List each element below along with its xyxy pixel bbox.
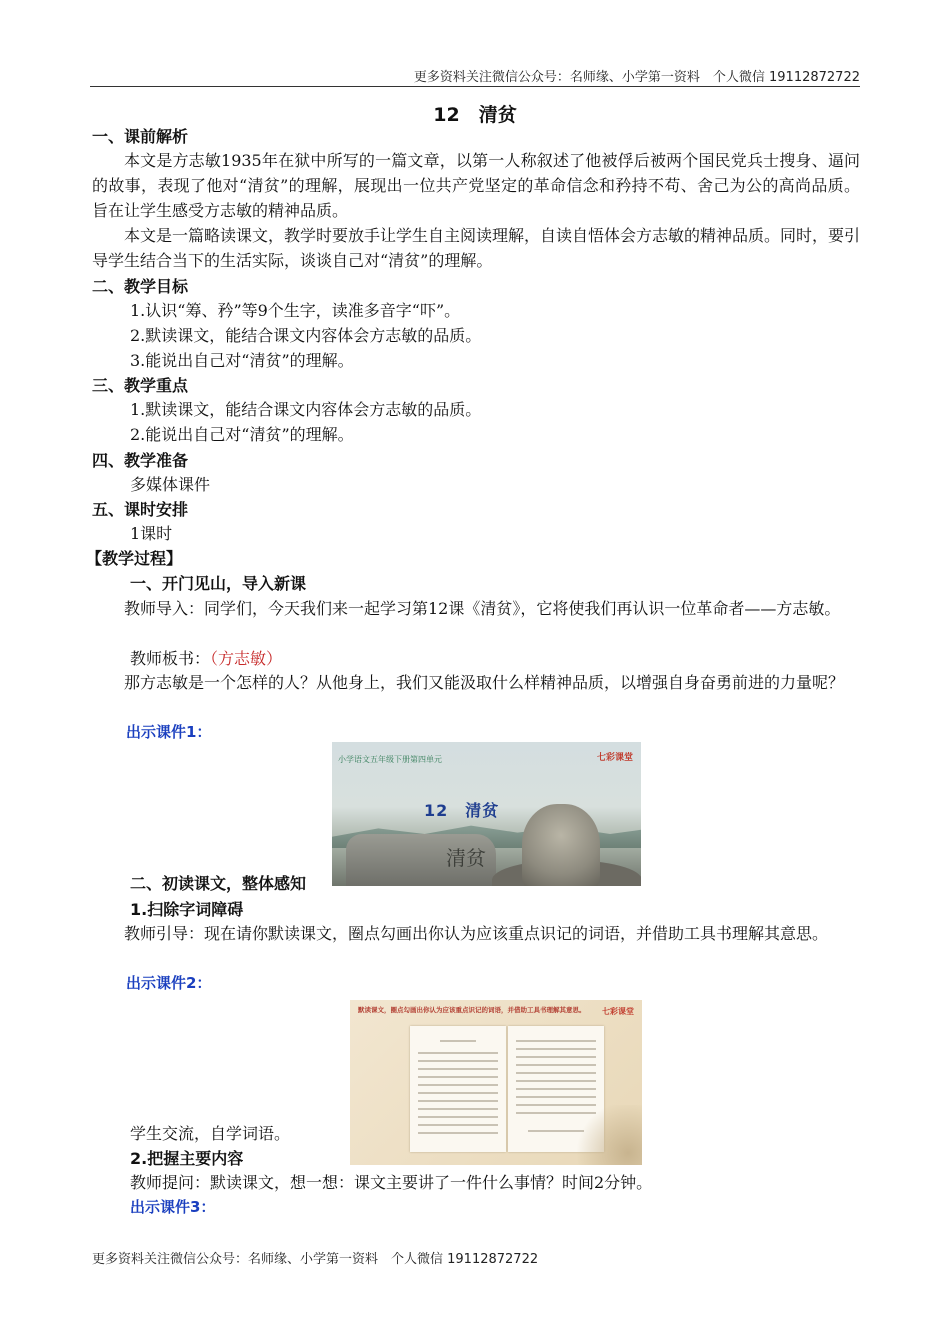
ask-paragraph: 教师提问：默读课文，想一想：课文主要讲了一件什么事情？时间2分钟。: [130, 1173, 653, 1192]
section-heading-schedule: 五、课时安排: [92, 500, 189, 519]
slide-2-logo: 七彩课堂: [602, 1007, 634, 1016]
analysis-paragraph-2: 本文是一篇略读课文，教学时要放手让学生自主阅读理解，自读自悟体会方志敏的精神品质。同时，要引导学生结合当下的生活实际，谈谈自己对“清贫”的理解。: [92, 226, 861, 270]
slide-1-title: 12 清贫: [424, 801, 500, 820]
text-page-left: [410, 1026, 506, 1152]
slide-2-image: [350, 1000, 642, 1165]
lesson-title: 12 清贫: [433, 104, 517, 126]
board-label: 教师板书：: [130, 649, 211, 668]
goal-item: 1.认识“筹、矜”等9个生字，读准多音字“吓”。: [130, 301, 461, 320]
board-line: [130, 646, 282, 671]
header-divider: [90, 86, 860, 87]
intro-paragraph: 教师导入：同学们，今天我们来一起学习第12课《清贫》，它将使我们再认识一位革命者——方志敏。: [124, 599, 841, 618]
guide-paragraph: 教师引导：现在请你默读课文，圈点勾画出你认为应该重点识记的词语，并借助工具书理解其意思。: [124, 924, 829, 943]
stone-carving: 清贫: [446, 846, 486, 870]
show-slide-1-label: 出示课件1：: [126, 723, 212, 741]
slide-2-instruction: 默读课文，圈点勾画出你认为应该重点识记的词语，并借助工具书理解其意思。: [358, 1006, 586, 1014]
sub-heading-2: 2.把握主要内容: [130, 1149, 244, 1168]
analysis-paragraph-1: 本文是方志敏1935年在狱中所写的一篇文章，以第一人称叙述了他被俘后被两个国民党兵士搜身、逼问的故事，表现了他对“清贫”的理解，展现出一位共产党坚定的革命信念和矜持不苟、舍己为公的高尚品质。旨在让学生感受方志敏的精神品质。: [92, 151, 860, 220]
question-paragraph: 那方志敏是一个怎样的人？从他身上，我们又能汲取什么样精神品质，以增强自身奋勇前进的力量呢？: [124, 673, 845, 692]
page-header: 更多资料关注微信公众号：名师缘、小学第一资料 个人微信 19112872722: [413, 70, 860, 85]
sub-heading-1: 1.扫除字词障碍: [130, 900, 244, 919]
board-value: （方志敏）: [210, 649, 283, 668]
slide-1-subtitle: 小学语文五年级下册第四单元: [338, 755, 442, 764]
focus-item: 2.能说出自己对“清贫”的理解。: [130, 425, 354, 444]
stone-monument: [346, 834, 496, 886]
exchange-text: 学生交流，自学词语。: [130, 1124, 291, 1143]
goal-item: 3.能说出自己对“清贫”的理解。: [130, 351, 354, 370]
preparation-text: 多媒体课件: [130, 475, 211, 494]
process-heading: 【教学过程】: [86, 549, 183, 568]
section-heading-goals: 二、教学目标: [92, 277, 189, 296]
page-footer: 更多资料关注微信公众号：名师缘、小学第一资料 个人微信 19112872722: [92, 1252, 539, 1267]
goal-item: 2.默读课文，能结合课文内容体会方志敏的品质。: [130, 326, 482, 345]
section-heading-analysis: 一、课前解析: [92, 127, 189, 146]
show-slide-3-label: 出示课件3：: [130, 1198, 216, 1216]
schedule-text: 1课时: [130, 524, 173, 543]
slide-1-logo: 七彩课堂: [596, 753, 633, 763]
focus-item: 1.默读课文，能结合课文内容体会方志敏的品质。: [130, 400, 482, 419]
show-slide-2-label: 出示课件2：: [126, 974, 212, 992]
section-heading-preparation: 四、教学准备: [92, 451, 189, 470]
step-heading-2: 二、初读课文，整体感知: [130, 874, 307, 893]
section-heading-focus: 三、教学重点: [92, 376, 189, 395]
decorative-branch: [572, 1105, 642, 1165]
statue-head: [522, 804, 600, 886]
step-heading-1: 一、开门见山，导入新课: [130, 574, 307, 593]
slide-1-image: [332, 742, 641, 886]
